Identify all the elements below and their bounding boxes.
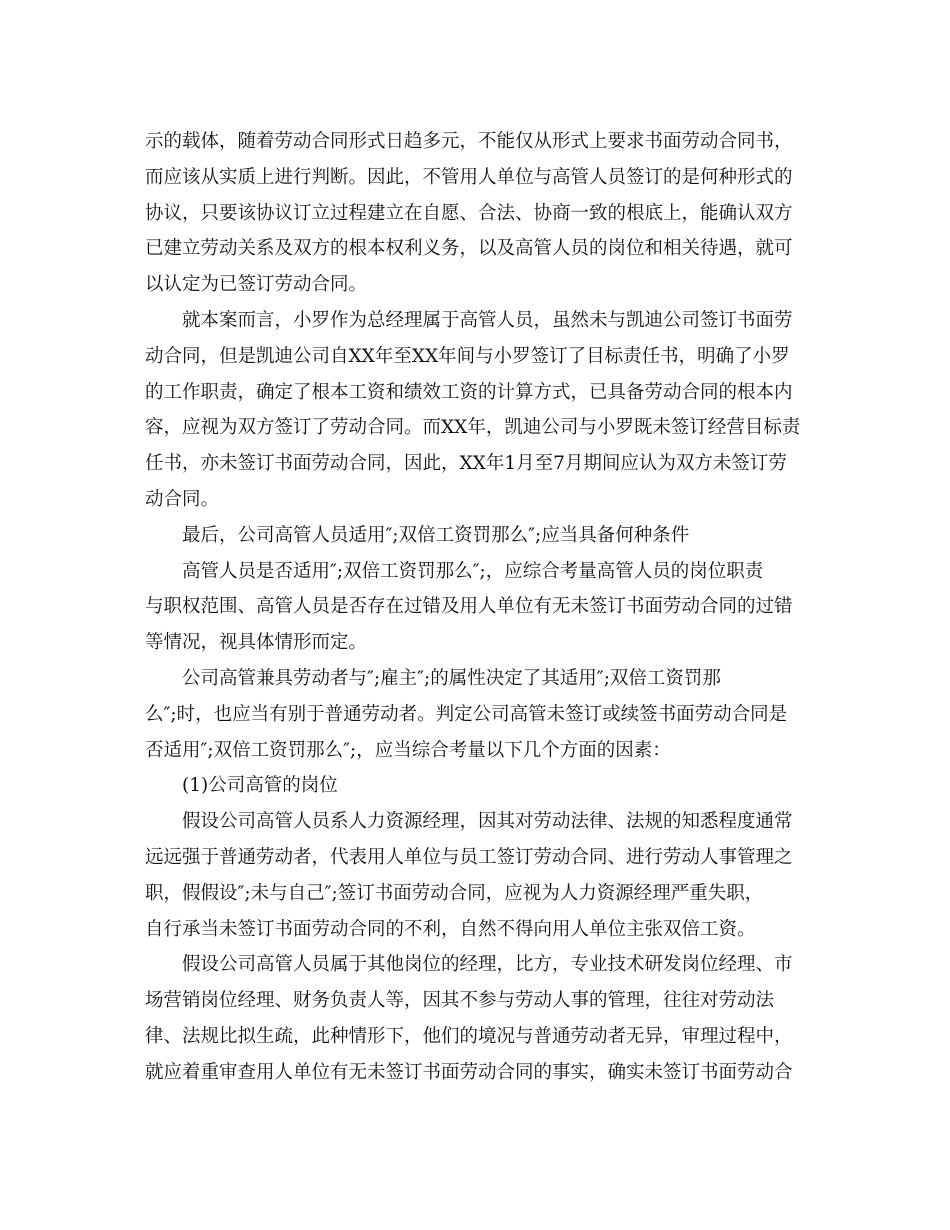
text-line: 等情况，视具体情形而定。: [145, 632, 368, 654]
text-line: 的工作职责，确定了根本工资和绩效工资的计算方式，已具备劳动合同的根本内: [145, 381, 793, 403]
text-line: 动合同。: [145, 488, 220, 510]
paragraph-first-line: 最后，公司高管人员适用″;双倍工资罚那么″;应当具备何种条件: [182, 524, 690, 546]
text-line: 么″;时，也应当有别于普通劳动者。判定公司高管未签订或续签书面劳动合同是: [145, 703, 788, 725]
text-line: 就应着重审查用人单位有无未签订书面劳动合同的事实，确实未签订书面劳动合: [145, 1061, 793, 1083]
text-line: 自行承当未签订书面劳动合同的不利，自然不得向用人单位主张双倍工资。: [145, 918, 756, 940]
paragraph-first-line: 就本案而言，小罗作为总经理属于高管人员，虽然未与凯迪公司签订书面劳: [182, 309, 793, 331]
text-line: 协议，只要该协议订立过程建立在自愿、合法、协商一致的根底上，能确认双方: [145, 202, 793, 224]
text-line: 示的载体，随着劳动合同形式日趋多元，不能仅从形式上要求书面劳动合同书，: [145, 131, 793, 152]
text-line: 与职权范围、高管人员是否存在过错及用人单位有无未签订书面劳动合同的过错: [145, 596, 793, 618]
text-line: 场营销岗位经理、财务负责人等，因其不参与劳动人事的管理，往往对劳动法: [145, 990, 775, 1012]
paragraph-first-line: 假设公司高管人员系人力资源经理，因其对劳动法律、法规的知悉程度通常: [182, 811, 793, 833]
text-line: 任书，亦未签订书面劳动合同，因此，XX年1月至7月期间应认为双方未签订劳: [145, 453, 787, 475]
text-line: 律、法规比拟生疏，此种情形下，他们的境况与普通劳动者无异，审理过程中，: [145, 1025, 793, 1047]
paragraph-first-line: 假设公司高管人员属于其他岗位的经理，比方，专业技术研发岗位经理、市: [182, 954, 793, 976]
paragraph-first-line: (1)公司高管的岗位: [182, 775, 338, 797]
text-line: 否适用″;双倍工资罚那么″;，应当综合考量以下几个方面的因素：: [145, 739, 671, 761]
text-line: 动合同，但是凯迪公司自XX年至XX年间与小罗签订了目标责任书，明确了小罗: [145, 345, 790, 367]
paragraph-first-line: 公司高管兼具劳动者与″;雇主″;的属性决定了其适用″;双倍工资罚那: [182, 667, 721, 689]
text-line: 远远强于普通劳动者，代表用人单位与员工签订劳动合同、进行劳动人事管理之: [145, 846, 793, 868]
text-line: 已建立劳动关系及双方的根本权利义务，以及高管人员的岗位和相关待遇，就可: [145, 238, 793, 260]
text-line: 职，假假设″;未与自己″;签订书面劳动合同，应视为人力资源经理严重失职，: [145, 882, 764, 904]
text-line: 容，应视为双方签订了劳动合同。而XX年，凯迪公司与小罗既未签订经营目标责: [145, 417, 801, 439]
text-line: 而应该从实质上进行判断。因此，不管用人单位与高管人员签订的是何种形式的: [145, 166, 793, 188]
paragraph-first-line: 高管人员是否适用″;双倍工资罚那么″;，应综合考量高管人员的岗位职责: [182, 560, 764, 582]
document-body: [145, 124, 810, 1091]
text-line: 以认定为已签订劳动合同。: [145, 274, 368, 296]
